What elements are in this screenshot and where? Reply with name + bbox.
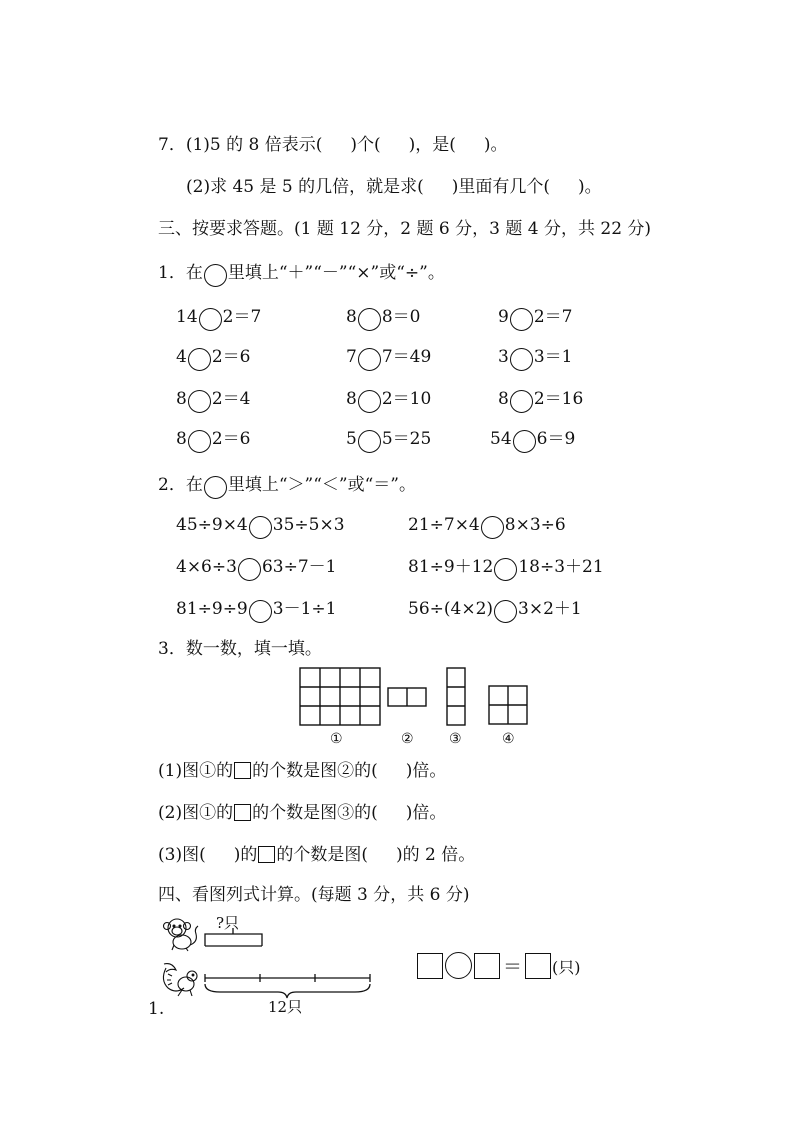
- answer-circle[interactable]: [481, 516, 504, 539]
- answer-circle[interactable]: [494, 600, 517, 623]
- q1-item: 8 8＝0: [346, 306, 420, 331]
- square-icon: [258, 846, 275, 863]
- q2-item: 81÷9÷9 3－1÷1: [176, 598, 336, 623]
- q1-item: 8 2＝10: [346, 388, 431, 413]
- q7-line2: (2)求 45 是 5 的几倍，就是求( )里面有几个( )。: [186, 177, 602, 197]
- figure-2-grid: [388, 688, 426, 706]
- figure-3-grid: [447, 668, 465, 725]
- answer-circle[interactable]: [249, 600, 272, 623]
- figure-3-label: ③: [449, 731, 462, 747]
- answer-circle[interactable]: [358, 348, 381, 371]
- answer-circle[interactable]: [510, 308, 533, 331]
- q3-sub1: (1)图①的 的个数是图②的( )倍。: [158, 761, 447, 781]
- answer-circle[interactable]: [358, 390, 381, 413]
- section4-title: 四、看图列式计算。(每题 3 分，共 6 分): [158, 885, 470, 905]
- answer-circle[interactable]: [494, 558, 517, 581]
- q2-intro: 2．在 里填上“＞”“＜”或“＝”。: [158, 474, 416, 499]
- answer-circle[interactable]: [358, 430, 381, 453]
- q1-item: 5 5＝25: [346, 428, 431, 453]
- total-count-label: 12只: [268, 998, 303, 1016]
- operator-circle[interactable]: [445, 952, 472, 979]
- monkey-icon: [160, 912, 202, 952]
- q1-item: 3 3＝1: [498, 346, 572, 371]
- q1-item: 9 2＝7: [498, 306, 572, 331]
- section3-title: 三、按要求答题。(1 题 12 分，2 题 6 分，3 题 4 分，共 22 分): [158, 219, 652, 239]
- q1-item: 54 6＝9: [490, 428, 575, 453]
- square-icon: [234, 762, 251, 779]
- q3-sub3: (3)图( )的 的个数是图( )的 2 倍。: [158, 845, 476, 865]
- q3-intro: 3．数一数，填一填。: [158, 639, 322, 659]
- answer-circle[interactable]: [510, 390, 533, 413]
- q7-line1: 7．(1)5 的 8 倍表示( )个( )，是( )。: [158, 135, 508, 155]
- equation-row: ＝ (只): [416, 952, 581, 979]
- answer-circle[interactable]: [199, 308, 222, 331]
- q7-number: 7．: [158, 135, 186, 155]
- answer-circle[interactable]: [188, 390, 211, 413]
- answer-circle[interactable]: [510, 348, 533, 371]
- q1-intro: 1．在 里填上“＋”“－”“×”或“÷”。: [158, 262, 445, 287]
- figure-1-label: ①: [330, 731, 343, 747]
- q2-item: 21÷7×4 8×3÷6: [408, 514, 566, 539]
- figure-4-grid: [489, 686, 527, 724]
- q2-item: 4×6÷3 63÷7－1: [176, 556, 336, 581]
- q2-item: 81÷9＋12 18÷3＋21: [408, 556, 604, 581]
- circle-icon: [204, 264, 227, 287]
- answer-box[interactable]: [525, 953, 551, 979]
- answer-box[interactable]: [474, 953, 500, 979]
- q2-item: 56÷(4×2) 3×2＋1: [408, 598, 582, 623]
- square-icon: [234, 804, 251, 821]
- monkey-bracket: [200, 926, 270, 950]
- answer-box[interactable]: [417, 953, 443, 979]
- q1-item: 8 2＝6: [176, 428, 250, 453]
- answer-circle[interactable]: [513, 430, 536, 453]
- q1-item: 8 2＝4: [176, 388, 250, 413]
- q2-item: 45÷9×4 35÷5×3: [176, 514, 345, 539]
- figure-1-grid: [300, 668, 380, 725]
- answer-circle[interactable]: [249, 516, 272, 539]
- figure-4-label: ④: [502, 731, 515, 747]
- q3-sub2: (2)图①的 的个数是图③的( )倍。: [158, 803, 447, 823]
- q1-item: 14 2＝7: [176, 306, 261, 331]
- q1-item: 4 2＝6: [176, 346, 250, 371]
- q1-item: 7 7＝49: [346, 346, 431, 371]
- q4-1-number: 1.: [148, 999, 165, 1019]
- answer-circle[interactable]: [188, 430, 211, 453]
- squirrel-icon: [158, 958, 202, 1000]
- q1-item: 8 2＝16: [498, 388, 583, 413]
- answer-circle[interactable]: [188, 348, 211, 371]
- unit-label: (只): [552, 958, 581, 977]
- unknown-count-label: ?只: [216, 914, 240, 932]
- figure-2-label: ②: [401, 731, 414, 747]
- answer-circle[interactable]: [238, 558, 261, 581]
- circle-icon: [204, 476, 227, 499]
- answer-circle[interactable]: [358, 308, 381, 331]
